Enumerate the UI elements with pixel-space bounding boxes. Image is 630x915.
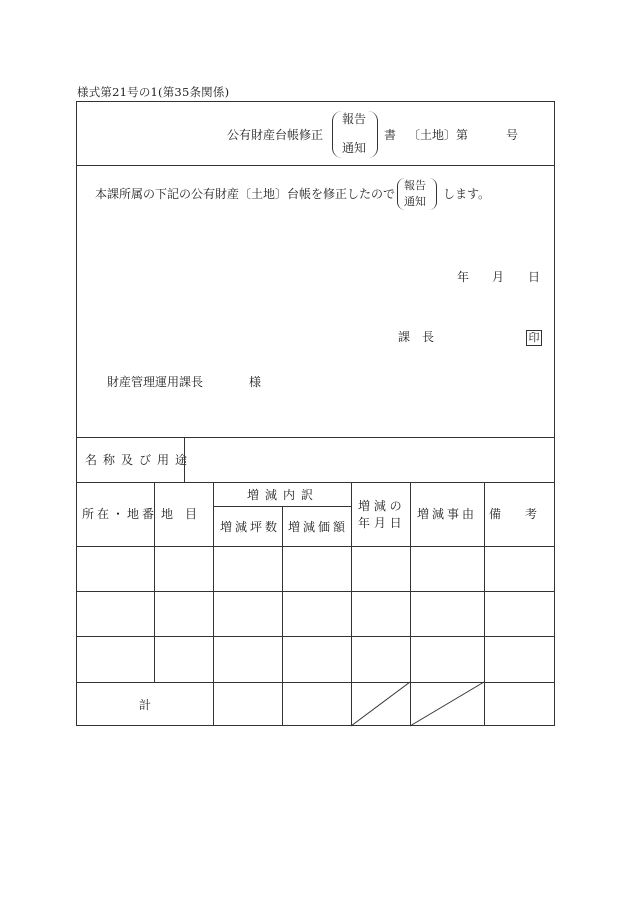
- section-chief-label: 課 長: [398, 330, 435, 344]
- col-value-label: 増減価額: [288, 520, 349, 534]
- col-location-label: 所在・地番: [82, 507, 158, 521]
- seal-mark: 印: [526, 330, 542, 346]
- statement-text: 本課所属の下記の公有財産〔土地〕台帳を修正したので: [95, 187, 396, 201]
- title-divider: [77, 165, 554, 166]
- col-reason-label: 増減事由: [417, 507, 478, 521]
- name-use-separator: [184, 437, 185, 482]
- title-suffix: 書: [384, 128, 397, 142]
- breakdown-divider: [213, 506, 351, 507]
- row-line-1: [77, 591, 554, 592]
- col-breakdown-label: 増減内訳: [247, 488, 320, 502]
- honorific: 様: [249, 375, 262, 389]
- col-remarks-label: 備 考: [489, 507, 538, 521]
- col-line-3: [282, 506, 283, 726]
- col-line-2: [213, 482, 214, 726]
- form-frame: [76, 101, 555, 726]
- date-day: 日: [528, 270, 541, 284]
- total-label: 計: [139, 698, 152, 712]
- col-date-label-1: 増 減 の: [358, 499, 402, 513]
- title-land: 〔土地〕第: [408, 128, 469, 142]
- col-line-6: [484, 482, 485, 726]
- addressee: 財産管理運用課長: [107, 375, 204, 389]
- name-use-label: 名称及び用途: [85, 453, 194, 467]
- title-option-report: 報告: [342, 112, 367, 126]
- title-option-notice: 通知: [342, 141, 367, 155]
- statement-divider: [77, 437, 554, 438]
- total-row-diagonals: [351, 682, 484, 726]
- row-line-2: [77, 636, 554, 637]
- date-month: 月: [492, 270, 505, 284]
- col-land-category-label: 地 目: [161, 507, 198, 521]
- col-area-label: 増減坪数: [220, 520, 281, 534]
- form-number: 様式第21号の1(第35条関係): [77, 85, 230, 99]
- header-bottom-line: [77, 546, 554, 547]
- col-date-label-2: 年 月 日: [358, 516, 402, 530]
- title-prefix: 公有財産台帳修正: [227, 128, 324, 142]
- statement-suffix: します。: [443, 187, 491, 201]
- date-year: 年: [457, 270, 470, 284]
- name-use-divider: [77, 482, 554, 483]
- title-number-label: 号: [506, 128, 519, 142]
- statement-option-report: 報告: [404, 179, 426, 192]
- statement-option-notice: 通知: [404, 195, 426, 208]
